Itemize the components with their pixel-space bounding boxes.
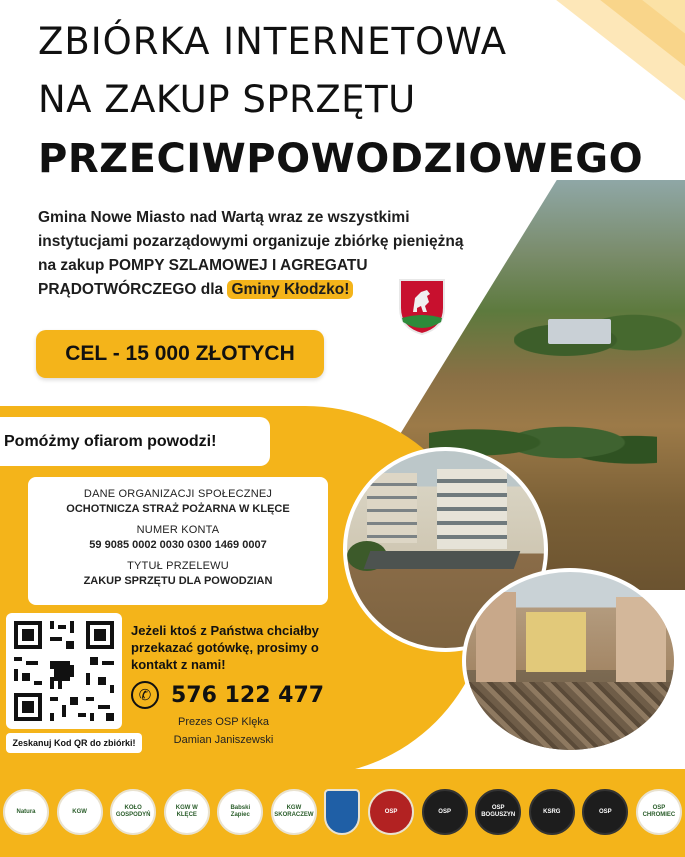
title-line-1: ZBIÓRKA INTERNETOWA [38,20,508,63]
organization-info-box [28,477,328,605]
logo-babski-zapiec [217,789,263,835]
title-line-3: PRZECIWPOWODZIOWEGO [38,136,644,182]
logo-osp-boguszyn-text: OSP BOGUSZYN [481,805,516,818]
qr-code-icon [10,617,118,725]
account-label: NUMER KONTA [136,524,220,536]
goal-badge: CEL - 15 000 ZŁOTYCH [36,330,324,378]
klodzko-crest-icon [397,278,447,336]
logo-kolo-gospodyn-aleksandrow [110,789,156,835]
logo-osp-1 [368,789,414,835]
logo-ksrg-text: KSRG [543,808,561,815]
qr-code[interactable] [6,613,122,729]
logo-ksrg [529,789,575,835]
logo-babski-zapiec-text: Babski Zapiec [230,805,251,818]
logo-gmina-crest [324,789,360,835]
title-line-2: NA ZAKUP SPRZĘTU [38,78,416,121]
contact-name: Damian Janiszewski [173,734,274,746]
logo-kgw-klecze-text: KGW W KLĘCE [175,805,198,818]
contact-person [131,713,316,749]
logo-kgw-wyskie-text: KGW [72,808,87,815]
phone-number[interactable]: 576 122 477 [171,682,325,708]
logo-osp-chromiec-text: OSP CHROMIEC [642,805,676,818]
logo-natura-2000-text: Natura [16,808,36,815]
logo-osp-boguszyn [475,789,521,835]
logo-gmina-crest-text [340,810,344,814]
phone-icon: ✆ [131,681,159,709]
logo-osp-2-text: OSP [438,808,451,815]
logo-kgw-wyskie [57,789,103,835]
phone-row[interactable] [131,681,324,709]
logo-kolo-gospodyn-aleksandrow-text: KOŁO GOSPODYŃ [115,805,151,818]
corner-decoration [525,0,685,140]
logo-kgw-skoraczew [271,789,317,835]
qr-caption: Zeskanuj Kod QR do zbiórki! [6,733,142,753]
logo-kgw-klecze [164,789,210,835]
transfer-title: ZAKUP SPRZĘTU DLA POWODZIAN [83,575,273,587]
logo-kgw-skoraczew-text: KGW SKORACZEW [274,805,314,818]
transfer-label: TYTUŁ PRZELEWU [127,560,229,572]
intro-text: Gmina Nowe Miasto nad Wartą wraz ze wszystkimi instytucjami pozarządowymi organizuje zbiórkę pieniężną na zakup POMPY SZLAMOWEJ I AGREGATU PRĄDOTWÓRCZEGO dla [38,209,464,298]
logo-osp-3-text: OSP [599,808,612,815]
logo-osp-1-text: OSP [384,808,398,815]
flood-damage-photo [462,568,678,754]
logo-osp-chromiec [636,789,682,835]
help-banner: Pomóżmy ofiarom powodzi! [0,417,270,466]
cash-donation-text: Jeżeli ktoś z Państwa chciałby przekazać gotówkę, prosimy o kontakt z nami! [131,623,319,672]
intro-highlight: Gminy Kłodzko! [227,280,353,299]
logo-osp-3 [582,789,628,835]
org-label: DANE ORGANIZACJI SPOŁECZNEJ [83,488,273,500]
contact-role: Prezes OSP Klęka [178,716,269,728]
account-number: 59 9085 0002 0030 0300 1469 0007 [89,539,267,551]
logo-osp-2 [422,789,468,835]
org-name: OCHOTNICZA STRAŻ POŻARNA W KLĘCE [66,503,290,515]
partner-logos [0,777,685,847]
logo-natura-2000 [3,789,49,835]
